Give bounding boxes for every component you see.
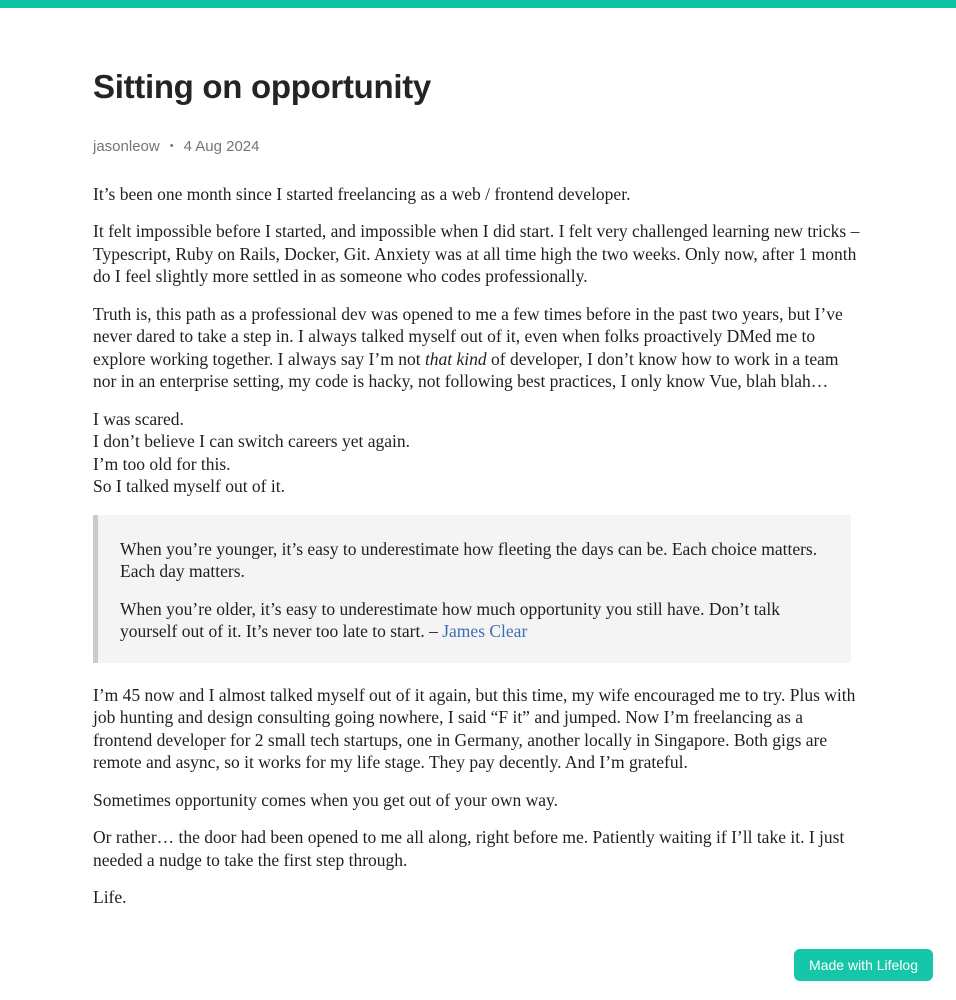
james-clear-link[interactable]: James Clear	[442, 621, 528, 642]
quote-paragraph: When you’re younger, it’s easy to underestimate how fleeting the days can be. Each choice matters. Each day matters.	[120, 538, 818, 582]
quote-text: When you’re older, it’s easy to underestimate how much opportunity you still have. Don’t talk yourself out of it. It’s never too late to start. –	[120, 598, 780, 642]
line: I was scared.	[93, 408, 184, 429]
quote-block	[93, 515, 851, 663]
byline	[93, 138, 863, 155]
line: I don’t believe I can switch careers yet again.	[93, 431, 410, 452]
paragraph	[93, 408, 863, 498]
paragraph	[93, 303, 863, 393]
top-accent-bar	[0, 0, 956, 8]
emphasized-text: that kind	[424, 348, 487, 369]
paragraph: Life.	[93, 887, 127, 908]
paragraph-text: of developer, I don’t know how to work in a team nor in an enterprise setting, my code is hacky, not following best practices, I only know Vue, blah blah…	[93, 348, 839, 392]
line: I’m too old for this.	[93, 453, 231, 474]
paragraph: It felt impossible before I started, and impossible when I did start. I felt very challenged learning new tricks – Typescript, Ruby on Rails, Docker, Git. Anxiety was at all time high the two weeks. Only now, after 1 month do I feel slightly more settled in as someone who codes professionally.	[93, 221, 860, 287]
post-body	[93, 183, 863, 909]
paragraph: I’m 45 now and I almost talked myself out of it again, but this time, my wife encouraged me to try. Plus with job hunting and design consulting going nowhere, I said “F it” and jumped. Now I’m freelancing as a frontend developer for 2 small tech startups, one in Germany, another locally in Singapore. Both gigs are remote and async, so it works for my life stage. They pay decently. And I’m grateful.	[93, 684, 856, 773]
paragraph: It’s been one month since I started freelancing as a web / frontend developer.	[93, 183, 631, 204]
byline-separator-dot: •	[169, 139, 174, 152]
author-name: jasonleow	[93, 137, 160, 155]
made-with-lifelog-button[interactable]: Made with Lifelog	[794, 949, 933, 981]
page-title: Sitting on opportunity	[93, 68, 431, 105]
quote-paragraph	[120, 598, 823, 643]
post-container	[93, 8, 863, 909]
post-date: 4 Aug 2024	[183, 137, 260, 155]
paragraph: Sometimes opportunity comes when you get out of your own way.	[93, 789, 558, 810]
paragraph-text: Truth is, this path as a professional dev was opened to me a few times before in the past two years, but I’ve never dared to take a step in. I always talked myself out of it, even when folks proactively DMed me to explore working together. I always say I’m not	[93, 303, 843, 369]
line: So I talked myself out of it.	[93, 476, 285, 497]
paragraph: Or rather… the door had been opened to me all along, right before me. Patiently waiting if I’ll take it. I just needed a nudge to take the first step through.	[93, 827, 845, 870]
